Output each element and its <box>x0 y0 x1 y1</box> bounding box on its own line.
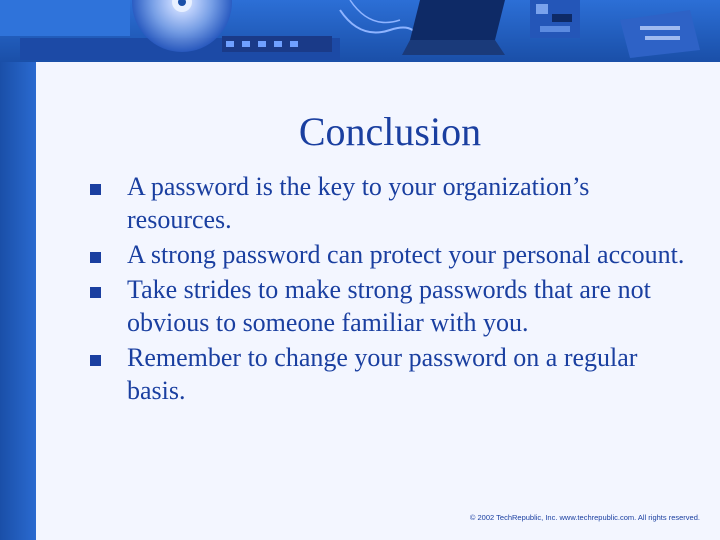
bullet-text: A password is the key to your organization’s resources. <box>127 172 590 234</box>
bullet-text: Take strides to make strong passwords that are not obvious to someone familiar with you. <box>127 275 651 337</box>
bullet-text: A strong password can protect your personal account. <box>127 240 685 269</box>
bullet-item <box>90 341 690 407</box>
square-bullet-icon <box>90 287 101 298</box>
bullet-list <box>90 170 690 409</box>
square-bullet-icon <box>90 355 101 366</box>
bullet-item <box>90 273 690 339</box>
header-banner-image <box>0 0 720 62</box>
square-bullet-icon <box>90 184 101 195</box>
copyright-footer: © 2002 TechRepublic, Inc. www.techrepublic.com. All rights reserved. <box>469 513 700 522</box>
bullet-text: Remember to change your password on a regular basis. <box>127 343 638 405</box>
bullet-item <box>90 238 690 271</box>
square-bullet-icon <box>90 252 101 263</box>
bullet-item <box>90 170 690 236</box>
slide-title: Conclusion <box>298 109 482 154</box>
